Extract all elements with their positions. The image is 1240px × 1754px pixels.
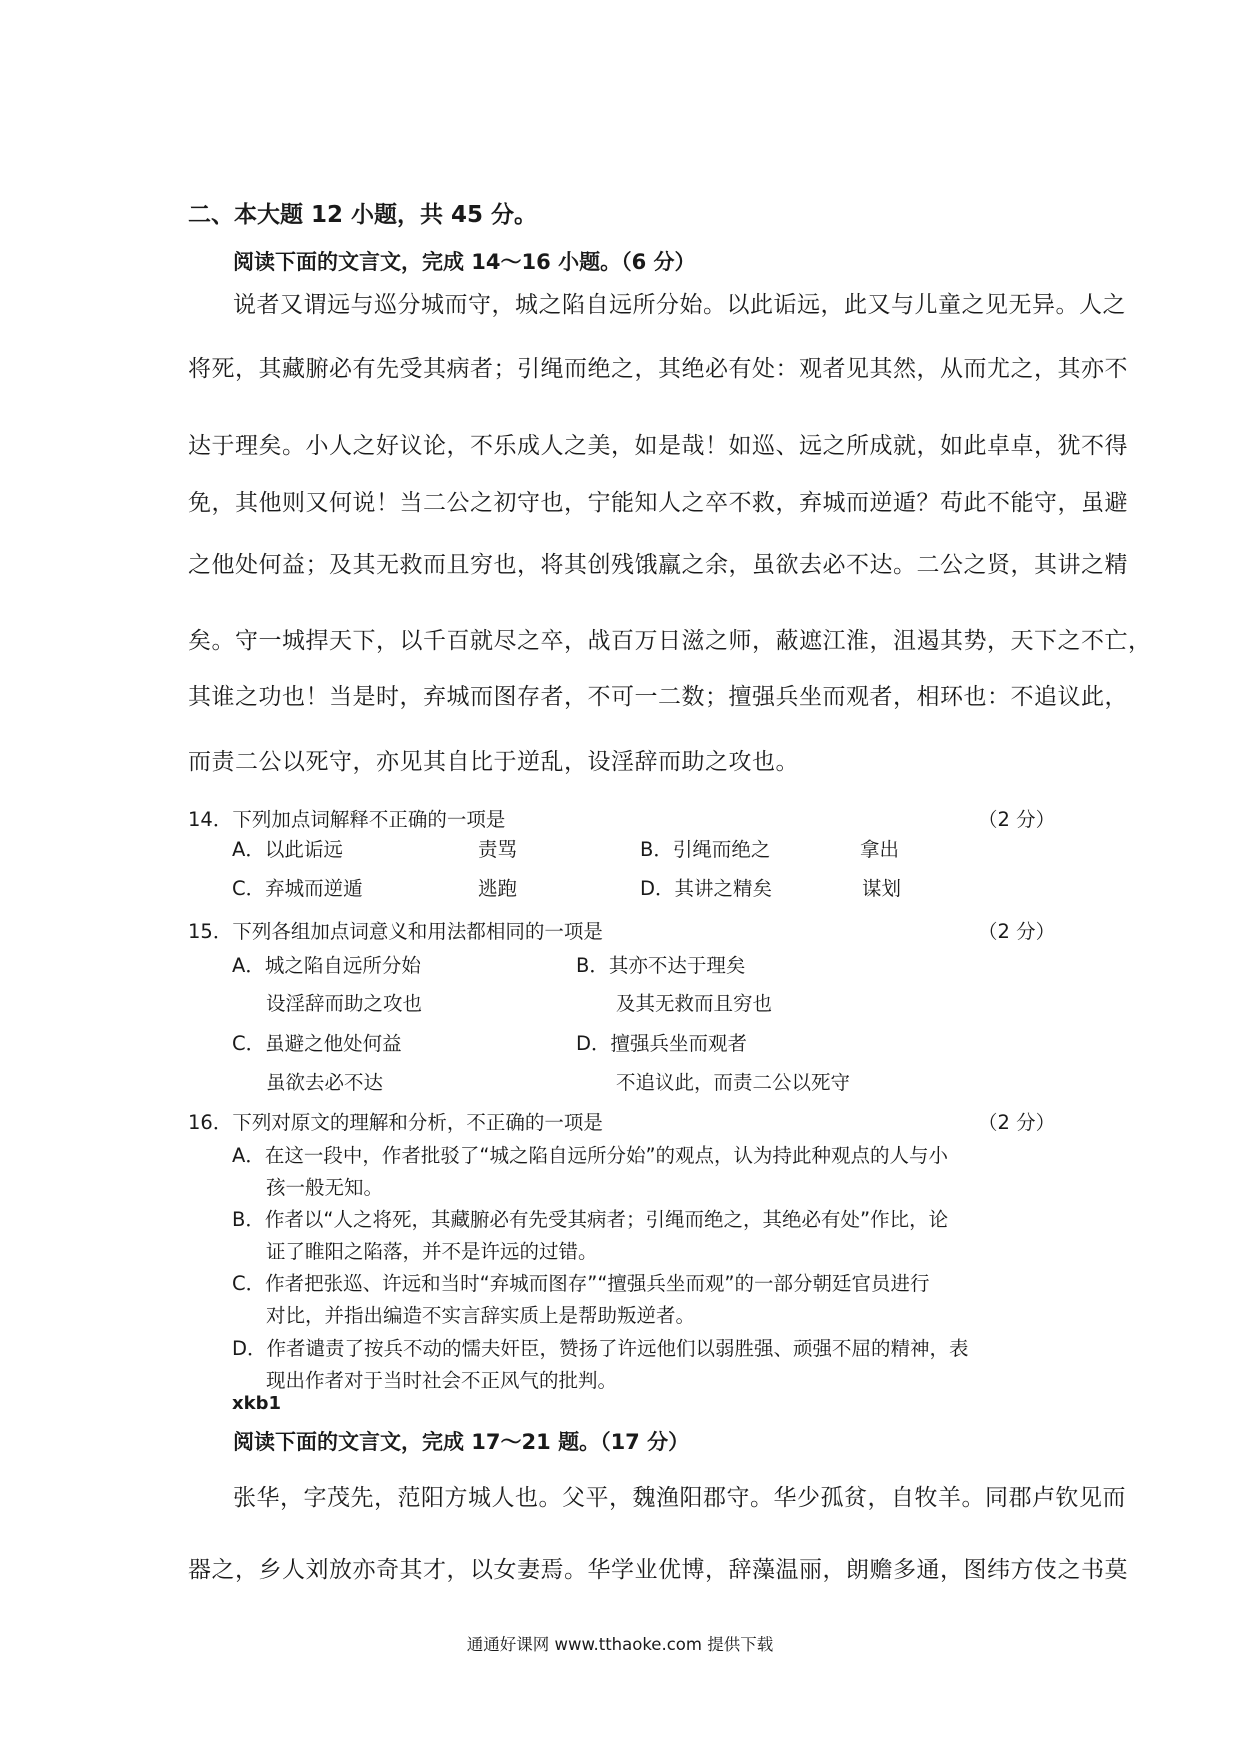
q16-option-b-line1: B．作者以“人之将死，其藏腑必有先受其病者；引绳而绝之，其绝必有处”作比，论 (232, 1208, 949, 1231)
passage1-line: 而责二公以死守，亦见其自比于逆乱，设淫辞而助之攻也。 (188, 749, 799, 775)
passage1-line: 达于理矣。小人之好议论，不乐成人之美，如是哉！如巡、远之所成就，如此卓卓，犹不得 (188, 433, 1128, 459)
passage2-line: 张华，字茂先，范阳方城人也。父平，魏渔阳郡守。华少孤贫，自牧羊。同郡卢钦见而 (233, 1485, 1126, 1511)
q15-option-b-line1: B．其亦不达于理矣 (576, 954, 746, 977)
q15-option-a-line1: A．城之陷自远所分始 (232, 954, 421, 977)
q14-option-b-answer: 拿出 (860, 838, 900, 861)
question-14-stem: 14．下列加点词解释不正确的一项是 (188, 808, 506, 831)
passage1-line: 说者又谓远与巡分城而守，城之陷自远所分始。以此诟远，此又与儿童之见无异。人之 (233, 292, 1126, 318)
q15-option-d-line2: 不追议此，而责二公以死守 (616, 1071, 851, 1094)
passage1-line: 将死，其藏腑必有先受其病者；引绳而绝之，其绝必有处：观者见其然，从而尤之，其亦不 (188, 356, 1128, 382)
question-15-stem: 15．下列各组加点词意义和用法都相同的一项是 (188, 920, 603, 943)
passage1-line: 其谁之功也！当是时，弃城而图存者，不可一二数；擅强兵坐而观者，相环也：不追议此， (188, 684, 1128, 710)
q16-option-d-line2: 现出作者对于当时社会不正风气的批判。 (266, 1369, 618, 1392)
q16-option-d-line1: D．作者谴责了按兵不动的懦夫奸臣，赞扬了许远他们以弱胜强、顽强不屈的精神，表 (232, 1337, 969, 1360)
q14-option-d-answer: 谋划 (862, 877, 902, 900)
passage2-line: 器之，乡人刘放亦奇其才，以女妻焉。华学业优博，辞藻温丽，朗赡多通，图纬方伎之书莫 (188, 1557, 1128, 1583)
q16-option-c-line2: 对比，并指出编造不实言辞实质上是帮助叛逆者。 (266, 1304, 696, 1327)
q14-option-d: D．其讲之精矣 (640, 877, 773, 900)
q14-option-c-answer: 逃跑 (478, 877, 518, 900)
q16-option-b-line2: 证了睢阳之陷落，并不是许远的过错。 (266, 1240, 598, 1263)
q15-option-c-line2: 虽欲去必不达 (266, 1071, 384, 1094)
q15-option-c-line1: C．虽避之他处何益 (232, 1032, 402, 1055)
section-title: 二、本大题 12 小题，共 45 分。 (188, 202, 538, 228)
q15-option-d-line1: D．擅强兵坐而观者 (576, 1032, 748, 1055)
passage1-instruction: 阅读下面的文言文，完成 14～16 小题。（6 分） (233, 250, 696, 274)
passage1-line: 免，其他则又何说！当二公之初守也，宁能知人之卒不救，弃城而逆遁？苟此不能守，虽避 (188, 490, 1128, 516)
question-16-stem: 16．下列对原文的理解和分析，不正确的一项是 (188, 1111, 603, 1134)
q14-option-c: C．弃城而逆遁 (232, 877, 363, 900)
q14-option-a: A．以此诟远 (232, 838, 343, 861)
question-14-score: （2 分） (978, 808, 1056, 831)
footer-text: 通通好课网 www.tthaoke.com 提供下载 (466, 1635, 774, 1654)
q16-option-a-line2: 孩一般无知。 (266, 1176, 384, 1199)
q14-option-b: B．引绳而绝之 (640, 838, 771, 861)
q14-option-a-answer: 责骂 (478, 838, 518, 861)
question-15-score: （2 分） (978, 920, 1056, 943)
q16-option-a-line1: A．在这一段中，作者批驳了“城之陷自远所分始”的观点，认为持此种观点的人与小 (232, 1144, 949, 1167)
question-16-score: （2 分） (978, 1111, 1056, 1134)
q15-option-a-line2: 设淫辞而助之攻也 (266, 992, 423, 1015)
watermark-label: xkb1 (232, 1393, 281, 1414)
q16-option-c-line1: C．作者把张巡、许远和当时“弃城而图存”“擅强兵坐而观”的一部分朝廷官员进行 (232, 1272, 930, 1295)
passage1-line: 之他处何益；及其无救而且穷也，将其创残饿羸之余，虽欲去必不达。二公之贤，其讲之精 (188, 552, 1128, 578)
q15-option-b-line2: 及其无救而且穷也 (616, 992, 773, 1015)
passage1-line: 矣。守一城捍天下，以千百就尽之卒，战百万日滋之师，蔽遮江淮，沮遏其势，天下之不亡， (188, 628, 1152, 654)
passage2-instruction: 阅读下面的文言文，完成 17～21 题。（17 分） (233, 1430, 690, 1454)
